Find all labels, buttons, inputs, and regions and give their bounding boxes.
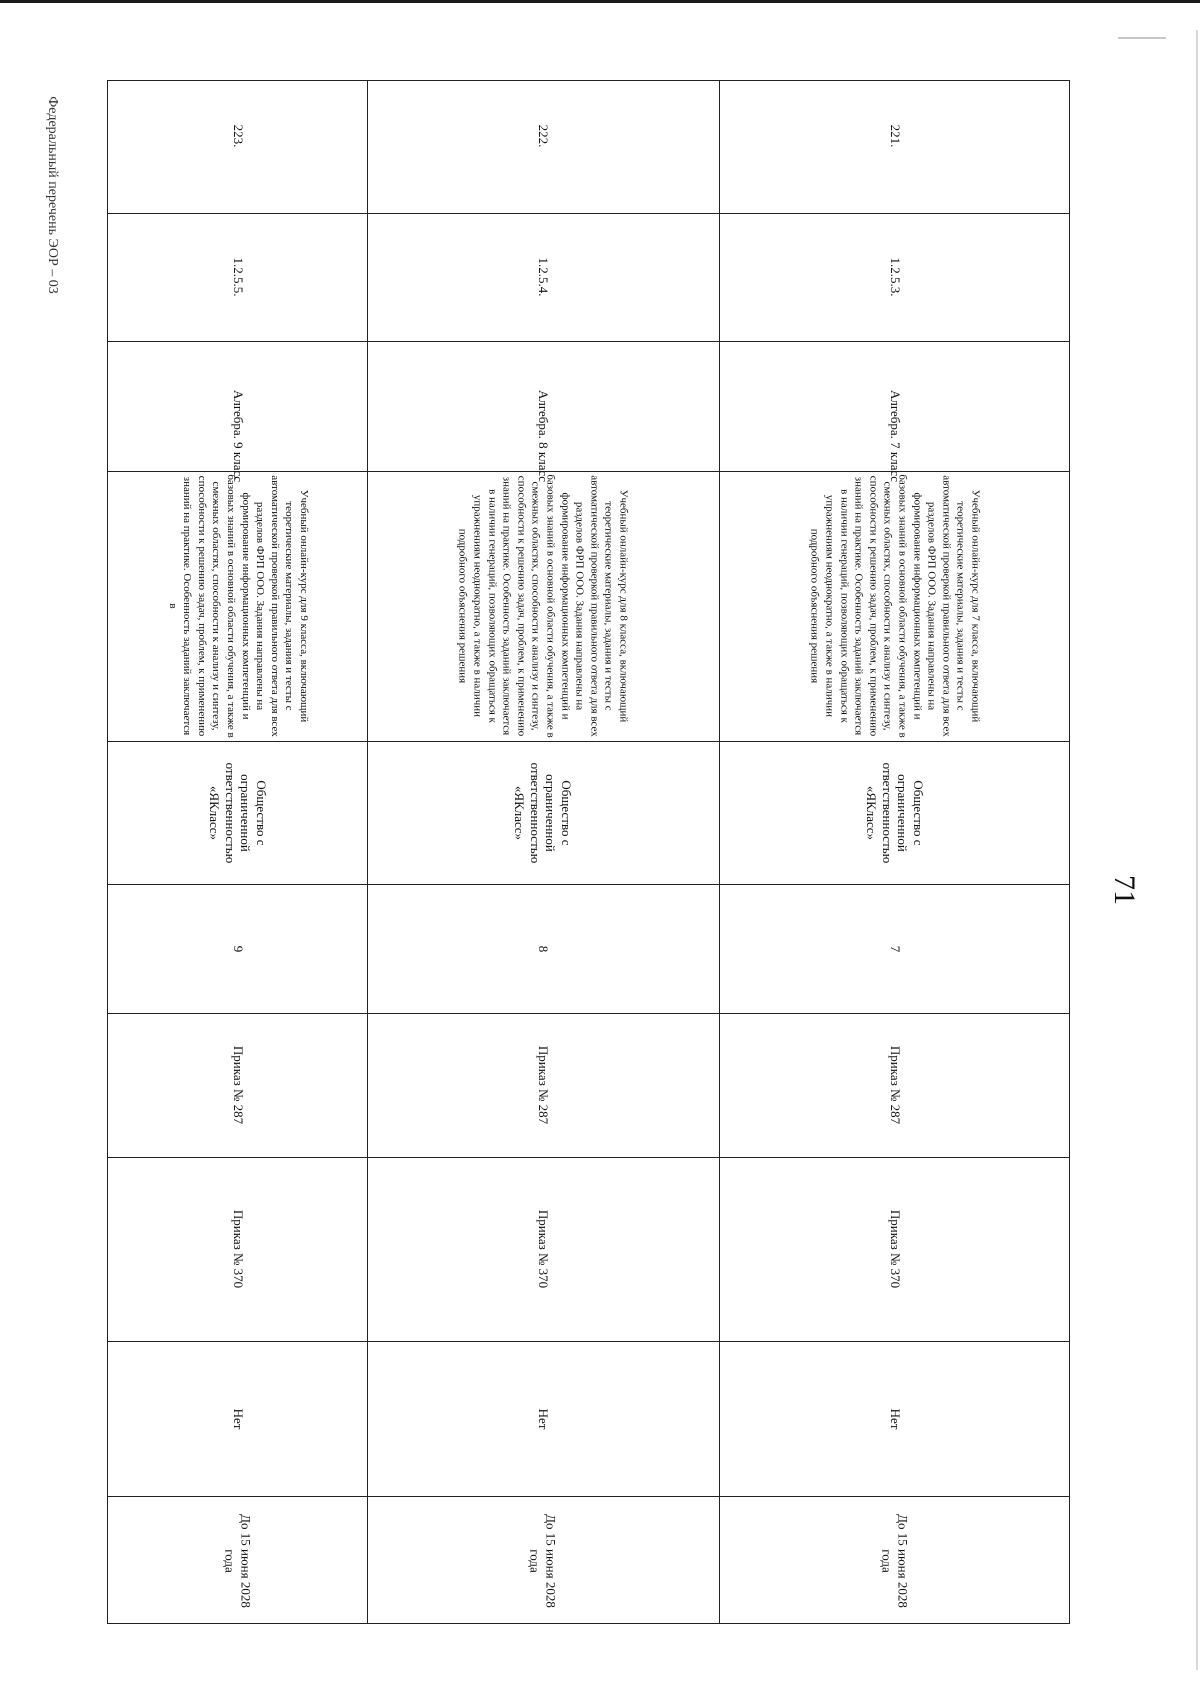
column-divider [108,341,1069,342]
footer-text: Федеральный перечень ЭОР – 03 [45,96,60,294]
scan-top-edge [0,0,1200,3]
column-divider [108,1496,1069,1497]
row-deadline: До 15 июня 2028 года [880,1514,911,1608]
row-code: 1.2.5.4. [535,257,551,297]
row-number: 223. [230,124,246,148]
row-number: 221. [887,124,903,148]
column-divider [108,213,1069,214]
row-grade: 8 [535,945,551,953]
row-code: 1.2.5.3. [887,257,903,297]
row-deadline: До 15 июня 2028 года [223,1514,254,1608]
row-order-1: Приказ № 287 [535,1045,551,1125]
column-divider [108,1341,1069,1342]
column-divider [108,471,1069,472]
row-name: Алгебра. 7 класс [887,389,903,483]
row-code: 1.2.5.5. [230,257,246,297]
row-order-2: Приказ № 370 [535,1209,551,1289]
row-organization: Общество с ограниченной ответственностью «ЯКласс» [512,762,574,864]
scan-mark [1118,37,1166,39]
row-description: Учебный онлайн-курс для 9 класса, включающий теоретические материалы, задания и тесты с автоматической проверкой правильного ответа для всех разделов ФРП ООО. Задания направлены на формирование информационных компетенций и базовых знаний в основной области обучения, а также в смежных областях, способности к анализу и синтезу, способности к решению задач, проблем, к применению знаний на практике. Особенность заданий заключается в [166,474,310,738]
row-order-2: Приказ № 370 [887,1209,903,1289]
row-order-1: Приказ № 287 [887,1045,903,1125]
row-grade: 7 [887,945,903,953]
eor-table [107,80,1070,1624]
row-flag: Нет [535,1408,551,1430]
row-divider [719,81,720,1623]
row-organization: Общество с ограниченной ответственностью «ЯКласс» [207,762,269,864]
row-description: Учебный онлайн-курс для 7 класса, включающий теоретические материалы, задания и тесты с автоматической проверкой правильного ответа для всех разделов ФРП ООО. Задания направлены на формирование информационных компетенций и базовых знаний в основной области обучения, а также в смежных областях, способности к анализу и синтезу, способности к решению задач, проблем, к применению знаний на практике. Особенность заданий заключается в наличии генераций, позволяющих обращаться к упражнениям неоднократно, а также в наличии подробного объяснения решения [809,474,982,738]
row-name: Алгебра. 9 класс [230,389,246,483]
row-flag: Нет [230,1408,246,1430]
page-number: 71 [1108,875,1141,905]
row-number: 222. [535,124,551,148]
column-divider [108,884,1069,885]
row-divider [367,81,368,1623]
row-grade: 9 [230,945,246,953]
row-order-1: Приказ № 287 [230,1045,246,1125]
row-order-2: Приказ № 370 [230,1209,246,1289]
row-organization: Общество с ограниченной ответственностью «ЯКласс» [864,762,926,864]
column-divider [108,1157,1069,1158]
row-flag: Нет [887,1408,903,1430]
column-divider [108,1013,1069,1014]
row-name: Алгебра. 8 класс [535,389,551,483]
column-divider [108,741,1069,742]
row-deadline: До 15 июня 2028 года [528,1514,559,1608]
scan-right-edge [1196,30,1198,1670]
row-description: Учебный онлайн-курс для 8 класса, включающий теоретические материалы, задания и тесты с автоматической проверкой правильного ответа для всех разделов ФРП ООО. Задания направлены на формирование информационных компетенций и базовых знаний в основной области обучения, а также в смежных областях, способности к анализу и синтезу, способности к решению задач, проблем, к применению знаний на практике. Особенность заданий заключается в наличии генераций, позволяющих обращаться к упражнениям неоднократно, а также в наличии подробного объяснения решения [457,474,630,738]
